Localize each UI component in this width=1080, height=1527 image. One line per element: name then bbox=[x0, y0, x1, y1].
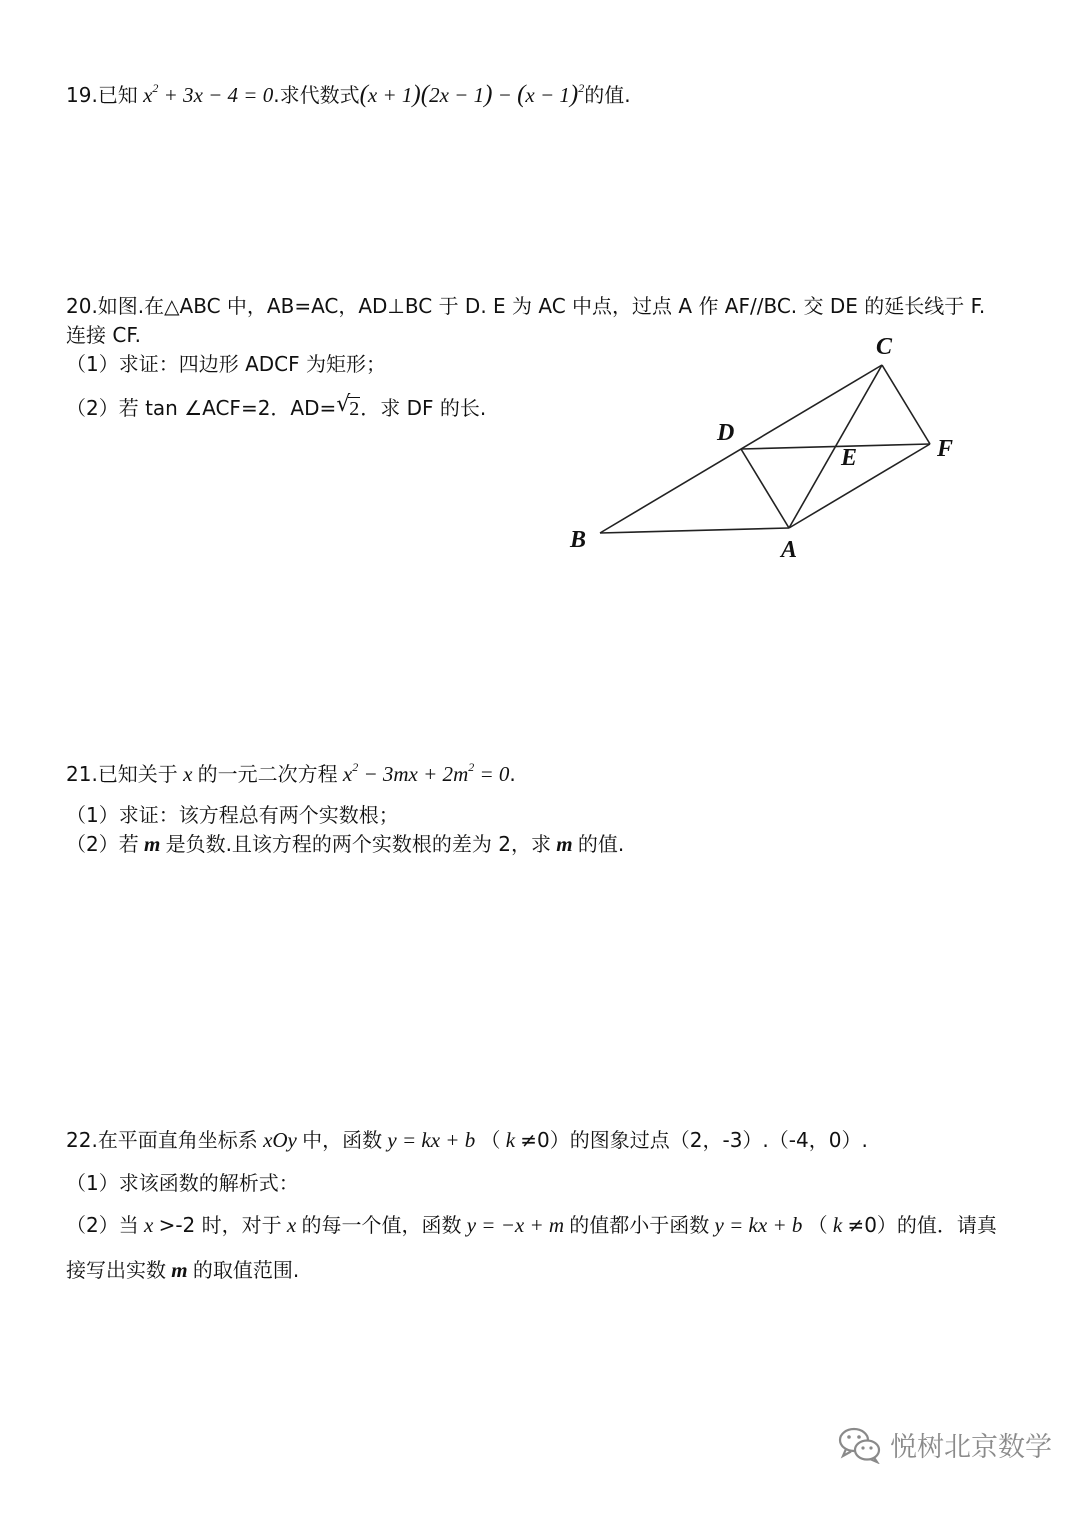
q19-statement: 19.已知 $x^2 + 3x - 4 = 0$.求代数式$(x + 1)(2x - 1) - (x - 1)^2$的值. bbox=[66, 81, 631, 108]
q21-part1: （1）求证：该方程总有两个实数根； bbox=[66, 803, 399, 827]
wechat-icon bbox=[838, 1426, 882, 1464]
q20-part1: （1）求证：四边形 ADCF 为矩形； bbox=[66, 352, 386, 376]
q21-equation: $x^2 - 3mx + 2m^2 = 0$ bbox=[337, 760, 510, 786]
q19-equation: $x^2 + 3x - 4 = 0$ bbox=[137, 81, 274, 107]
q22-part2: （2）当 x >-2 时，对于 x 的每一个值，函数 y = −x + m 的值都小于函数 y = kx + b （ k ≠0）的值．请真 bbox=[66, 1213, 997, 1237]
label-B: B bbox=[570, 527, 587, 553]
watermark bbox=[838, 1425, 1052, 1464]
q20-statement-line1: 20.如图.在△ABC 中，AB=AC，AD⊥BC 于 D. E 为 AC 中点，过点 A 作 AF//BC. 交 DE 的延长线于 F. bbox=[66, 294, 986, 318]
segment-AD bbox=[741, 449, 789, 528]
label-E: E bbox=[841, 445, 858, 471]
label-A: A bbox=[781, 537, 798, 563]
q22-part1: （1）求该函数的解析式： bbox=[66, 1171, 299, 1195]
q20-part2: （2）若 tan ∠ACF=2．AD=√ 2．求 DF 的长. bbox=[66, 393, 486, 424]
q22-function: y = kx + b bbox=[382, 1128, 481, 1152]
geometry-figure bbox=[560, 328, 980, 568]
watermark-text: 悦树北京数学 bbox=[890, 1432, 1052, 1463]
label-C: C bbox=[876, 334, 893, 360]
figure-lines bbox=[600, 365, 930, 533]
segment-AB bbox=[600, 528, 789, 533]
q20-statement-line2: 连接 CF. bbox=[66, 323, 141, 347]
segment-FA bbox=[789, 444, 930, 528]
q21-statement: 21.已知关于 x 的一元二次方程 $x^2 - 3mx + 2m^2 = 0$. bbox=[66, 760, 516, 786]
q22-part2-cont: 接写出实数 m 的取值范围. bbox=[66, 1258, 300, 1282]
segment-CF bbox=[882, 365, 930, 444]
q19-expression: $(x + 1)(2x - 1) - (x - 1)^2$ bbox=[359, 81, 585, 108]
label-D: D bbox=[717, 420, 735, 446]
sqrt-symbol: √ 2 bbox=[336, 393, 360, 424]
label-F: F bbox=[937, 436, 954, 462]
segment-AC bbox=[789, 365, 882, 528]
q21-part2: （2）若 m 是负数.且该方程的两个实数根的差为 2，求 m 的值. bbox=[66, 832, 625, 856]
q22-statement: 22.在平面直角坐标系 xOy 中，函数 y = kx + b （ k ≠0）的图象过点（2，-3）.（-4，0）. bbox=[66, 1128, 868, 1152]
